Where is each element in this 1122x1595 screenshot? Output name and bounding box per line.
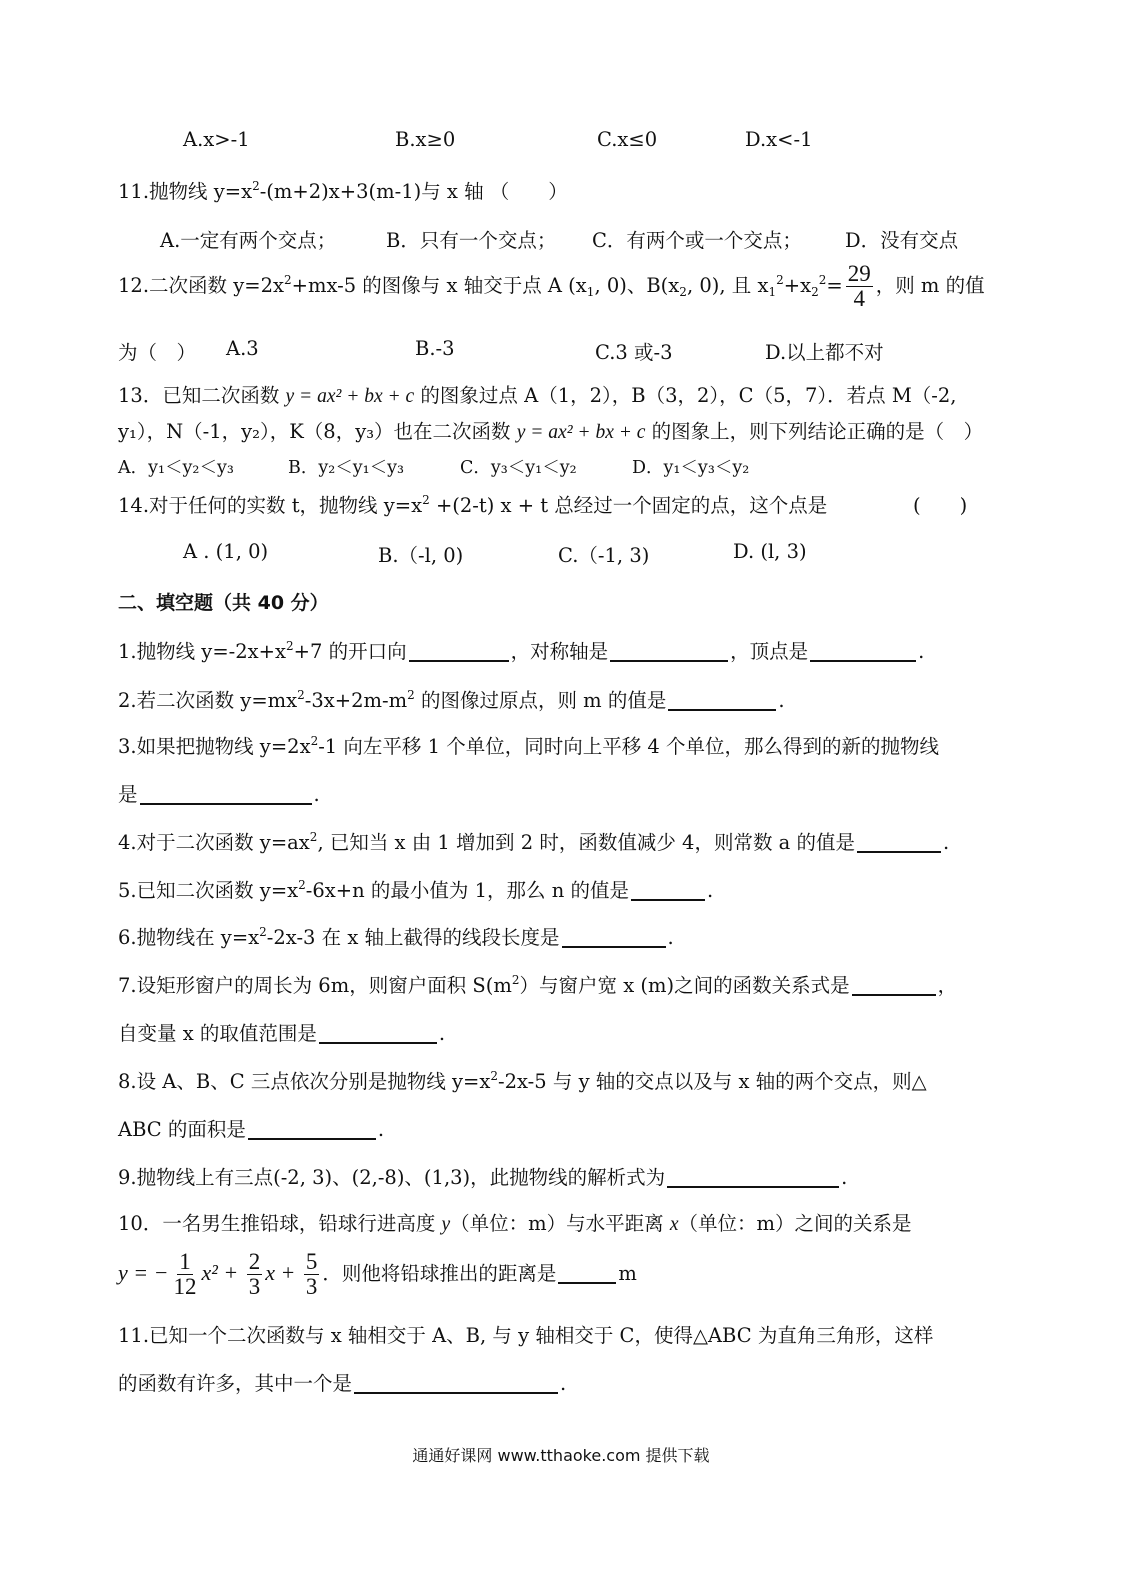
answer-blank[interactable] [810,642,916,662]
fill-q1: 1.抛物线 $y=-2x+x^2+7$ 的开口向 ，对称轴是 ，顶点是 . [118,639,925,663]
q12-option-a: A.3 [226,337,259,360]
fill-q3-line1: 3.如果把抛物线 $y=2x^2-1$ 向左平移 1 个单位，同时向上平移 4 个单位，那么得到的新的抛物线 [118,734,940,758]
q11-options [0,225,1122,253]
fraction-29-over-4: $\frac{29}{4}$ [847,261,871,312]
answer-blank[interactable] [248,1120,376,1140]
q12-option-c: C.3 或-3 [595,341,673,364]
q10-option-b: B.x≥0 [395,128,456,151]
fill-q7-line1: 7.设矩形窗户的周长为 6m，则窗户面积 $S(m^2)$与窗户宽 x (m)之间的函数关系式是 ， [118,973,958,997]
answer-blank[interactable] [631,881,705,901]
fill-q9: 9.抛物线上有三点(-2, 3)、(2,-8)、(1,3)，此抛物线的解析式为 . [118,1166,848,1189]
answer-blank[interactable] [319,1024,437,1044]
q11-option-c: C．有两个或一个交点； [592,229,802,252]
q14-option-d: D. (l, 3) [733,540,807,563]
q10-option-d: D.x<-1 [745,128,813,151]
fraction-2-over-3: $\frac{2}{3}$ [248,1249,261,1300]
fill-q10-line1: 10．一名男生推铅球，铅球行进高度 y（单位：m）与水平距离 x（单位：m）之间的关系是 [118,1212,912,1235]
q13-option-a: A．y₁＜y₂＜y₃ [118,458,234,478]
q11-option-d: D．没有交点 [845,229,959,252]
fill-q5: 5.已知二次函数 $y=x^2-6x+n$ 的最小值为 1，那么 n 的值是 . [118,878,714,902]
q10-option-a: A.x>-1 [183,128,250,151]
q14-option-b: B.（-l, 0) [378,544,464,567]
q12-option-b: B.-3 [415,337,455,360]
answer-blank[interactable] [409,642,509,662]
answer-blank[interactable] [562,928,666,948]
q11-option-a: A.一定有两个交点； [160,229,337,252]
q10-option-c: C.x≤0 [597,128,658,151]
q12-option-d: D.以上都不对 [765,341,884,364]
fill-q11-line2: 的函数有许多，其中一个是 . [118,1372,567,1395]
answer-blank[interactable] [140,785,312,805]
answer-blank[interactable] [852,976,936,996]
footer-text: 通通好课网 www.tthaoke.com 提供下载 [412,1446,710,1465]
answer-blank[interactable] [668,691,776,711]
fraction-5-over-3: $\frac{5}{3}$ [305,1249,318,1300]
q13-line2: y₁），N（-1，y₂），K（8，y₃）也在二次函数 y = ax² + bx + c 的图象上，则下列结论正确的是（ ） [118,420,984,443]
section-title: 二、填空题（共 40 分） [118,592,329,614]
q13-line1: 13．已知二次函数 y = ax² + bx + c 的图象过点 A（1，2），B（3，2），C（5，7）．若点 M（-2, [118,384,957,407]
q12-stem: 12.二次函数 $y=2x^2+mx-5$ 的图像与 x 轴交于点 A ($x_1$, 0)、$B(x_2$, 0), 且 $x_1^2+x_2^2=$ $\frac{29}{4}$ ，则 m 的值 [118,261,985,312]
fill-q8-line1: 8.设 A、B、C 三点依次分别是抛物线 $y=x^2-2x-5$ 与 y 轴的交点以及与 x 轴的两个交点，则△ [118,1069,927,1093]
fill-q6: 6.抛物线在 $y=x^2-2x-3$ 在 x 轴上截得的线段长度是 . [118,925,674,949]
fill-q2: 2.若二次函数 $y=mx^2-3x+2m-m^2$ 的图像过原点，则 m 的值是 . [118,688,785,712]
q13-option-c: C．y₃＜y₁＜y₂ [460,458,577,478]
fill-q7-line2: 自变量 x 的取值范围是 . [118,1022,446,1045]
answer-blank[interactable] [558,1264,616,1284]
q13-option-b: B．y₂＜y₁＜y₃ [288,458,405,478]
answer-blank[interactable] [610,642,728,662]
answer-blank[interactable] [667,1168,839,1188]
q14-stem: 14.对于任何的实数 t，抛物线 $y=x^2 +(2-t) x + t$ 总经过一个固定的点，这个点是 [118,493,828,517]
fill-q8-line2: ABC 的面积是 . [118,1118,385,1141]
q14-option-a: A . (1, 0) [183,540,269,563]
answer-blank[interactable] [354,1374,558,1394]
q11-option-b: B．只有一个交点； [386,229,557,252]
q10-options [0,128,1122,156]
fraction-1-over-12: $\frac{1}{12}$ [173,1249,197,1300]
fill-q4: 4.对于二次函数 $y=ax^2$, 已知当 x 由 1 增加到 2 时，函数值减少 4，则常数 a 的值是 . [118,830,950,854]
q14-options [0,540,1122,568]
q14-option-c: C.（-1, 3) [558,544,650,567]
answer-blank[interactable] [857,833,941,853]
q12-line2 [0,337,1122,365]
fill-q10-line2: y = − $\frac{1}{12}$ x² + $\frac{2}{3}$ x + $\frac{5}{3}$ ．则他将铅球推出的距离是 m [118,1249,637,1300]
q12-stem-end: 为（ ） [118,341,197,364]
q14-answer-paren: ( ) [913,494,968,517]
fill-q3-line2: 是 . [118,783,320,806]
fill-q11-line1: 11.已知一个二次函数与 x 轴相交于 A、B, 与 y 轴相交于 C，使得△ABC 为直角三角形，这样 [118,1324,934,1347]
q13-option-d: D．y₁＜y₃＜y₂ [632,458,750,478]
q13-options [0,454,1122,480]
q11-stem: 11.抛物线 $y=x^2-(m+2)x+3(m-1)$与 x 轴 （ ） [118,179,568,203]
